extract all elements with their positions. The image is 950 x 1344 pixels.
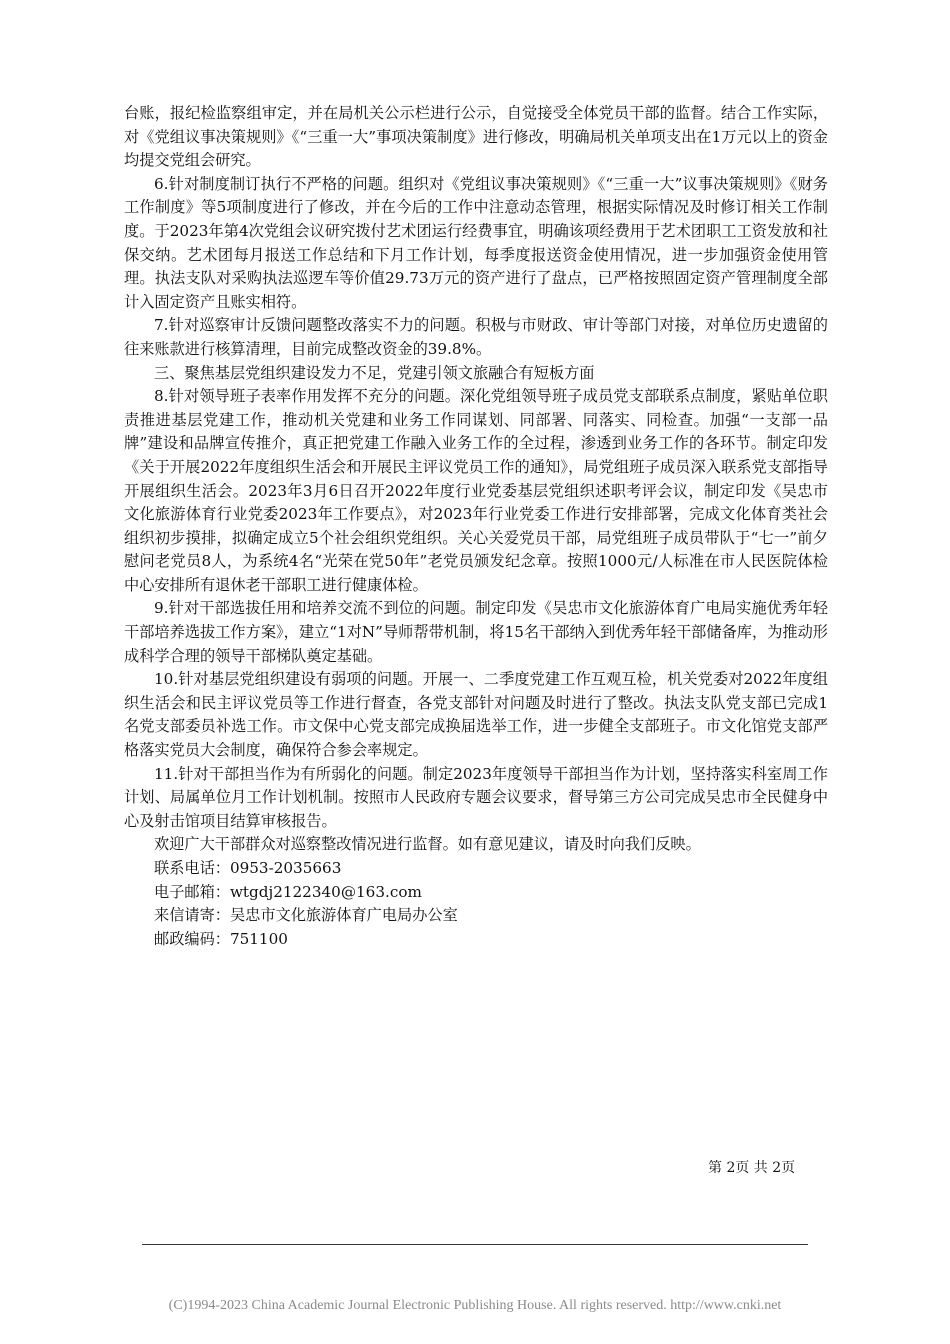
contact-phone: 联系电话：0953-2035663 [154, 859, 342, 877]
document-body [124, 102, 828, 951]
closing-invitation: 欢迎广大干部群众对巡察整改情况进行监督。如有意见建议，请及时向我们反映。 [154, 835, 701, 854]
contact-postcode: 邮政编码：751100 [154, 929, 288, 948]
contact-email: 电子邮箱：wtgdj2122340@163.com [154, 882, 422, 901]
footer-divider [142, 1244, 808, 1245]
paragraph-item-11: 11.针对干部担当作为有所弱化的问题。制定2023年度领导干部担当作为计划，坚持落实科室周工作计划、局属单位月工作计划机制。按照市人民政府专题会议要求，督导第三方公司完成吴忠市全民健身中心及射击馆项目结算审核报告。 [124, 764, 828, 830]
paragraph-item-9: 9.针对干部选拔任用和培养交流不到位的问题。制定印发《吴忠市文化旅游体育广电局实施优秀年轻干部培养选拔工作方案》，建立“1对N”导师帮带机制，将15名干部纳入到优秀年轻干部储备库，为推动形成科学合理的领导干部梯队奠定基础。 [124, 599, 828, 665]
page-number: 第 2页 共 2页 [708, 1160, 796, 1176]
paragraph-continuation: 台账，报纪检监察组审定，并在局机关公示栏进行公示，自觉接受全体党员干部的监督。结合工作实际，对《党组议事决策规则》《“三重一大”事项决策制度》进行修改，明确局机关单项支出在1万元以上的资金均提交党组会研究。 [124, 104, 828, 170]
paragraph-item-8: 8.针对领导班子表率作用发挥不充分的问题。深化党组领导班子成员党支部联系点制度，紧贴单位职责推进基层党建工作，推动机关党建和业务工作同谋划、同部署、同落实、同检查。加强“一支部一品牌”建设和品牌宣传推介，真正把党建工作融入业务工作的全过程，渗透到业务工作的各环节。制定印发《关于开展2022年度组织生活会和开展民主评议党员工作的通知》，局党组班子成员深入联系党支部指导开展组织生活会。2023年3月6日召开2022年度行业党委基层党组织述职考评会议，制定印发《吴忠市文化旅游体育行业党委2023年工作要点》，对2023年行业党委工作进行安排部署，完成文化体育类社会组织初步摸排，拟确定成立5个社会组织党组织。关心关爱党员干部，局党组班子成员带队于“七一”前夕慰问老党员8人，为系统4名“光荣在党50年”老党员颁发纪念章。按照1000元/人标准在市人民医院体检中心安排所有退休老干部职工进行健康体检。 [124, 387, 828, 594]
paragraph-item-6: 6.针对制度制订执行不严格的问题。组织对《党组议事决策规则》《“三重一大”议事决策规则》《财务工作制度》等5项制度进行了修改，并在今后的工作中注意动态管理，根据实际情况及时修订相关工作制度。于2023年第4次党组会议研究拨付艺术团运行经费事宜，明确该项经费用于艺术团职工工资发放和社保交纳。艺术团每月报送工作总结和下月工作计划，每季度报送资金使用情况，进一步加强资金使用管理。执法支队对采购执法巡逻车等价值29.73万元的资产进行了盘点，已严格按照固定资产管理制度全部计入固定资产且账实相符。 [124, 174, 828, 311]
paragraph-item-7: 7.针对巡察审计反馈问题整改落实不力的问题。积极与市财政、审计等部门对接，对单位历史遗留的往来账款进行核算清理，目前完成整改资金的39.8%。 [124, 316, 828, 358]
paragraph-item-10: 10.针对基层党组织建设有弱项的问题。开展一、二季度党建工作互观互检，机关党委对2022年度组织生活会和民主评议党员等工作进行督查，各党支部针对问题及时进行了整改。执法支队党支部已完成1名党支部委员补选工作。市文保中心党支部完成换届选举工作，进一步健全支部班子。市文化馆党支部严格落实党员大会制度，确保符合参会率规定。 [124, 670, 828, 760]
contact-address: 来信请寄：吴忠市文化旅游体育广电局办公室 [154, 906, 458, 925]
section-heading-3: 三、聚焦基层党组织建设发力不足，党建引领文旅融合有短板方面 [154, 363, 595, 382]
copyright-notice: (C)1994-2023 China Academic Journal Electronic Publishing House. All rights reserved. http://www.cnki.net [168, 1298, 782, 1313]
